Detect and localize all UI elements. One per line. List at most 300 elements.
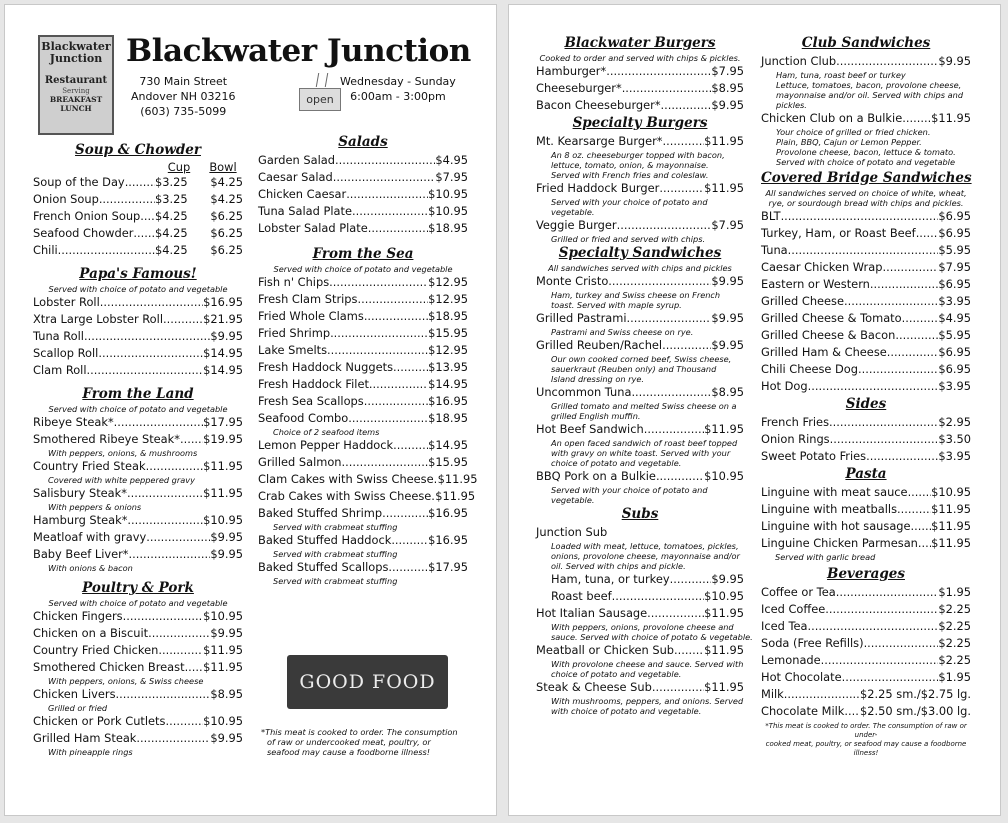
item-price: $6.95 (938, 277, 971, 291)
section-title-specialty-burgers: Specialty Burgers (572, 115, 708, 131)
item-name: Soda (Free Refills) (761, 636, 864, 650)
dot-leader (644, 421, 704, 438)
item-name: Meatball or Chicken Sub (536, 643, 675, 657)
papas-list (33, 294, 243, 379)
item-description: Our own cooked corned beef, Swiss cheese, (551, 354, 732, 364)
item-name: Fresh Haddock Filet (258, 377, 369, 391)
item-name: Lake Smelts (258, 343, 328, 357)
item-name: Mt. Kearsarge Burger* (536, 134, 663, 148)
soup-list (33, 174, 243, 259)
dot-leader (158, 642, 203, 659)
dot-leader (918, 535, 931, 552)
item-name: Hot Dog (761, 379, 808, 393)
item-name: Country Fried Chicken (33, 643, 159, 657)
item-description: Served with crabmeat stuffing (273, 576, 398, 586)
item-name: Chocolate Milk (761, 704, 845, 718)
menu-item (33, 225, 243, 242)
item-price: $9.95 (711, 572, 744, 586)
dot-leader (330, 325, 428, 342)
menu-item (761, 344, 971, 361)
menu-item (761, 242, 971, 259)
section-title-pasta: Pasta (845, 466, 887, 482)
dot-leader (663, 133, 705, 150)
club-list (761, 53, 971, 167)
item-name: Steak & Cheese Sub (536, 680, 652, 694)
dot-leader (99, 191, 155, 208)
menu-item (33, 642, 243, 659)
menu-item (536, 217, 744, 234)
sign-hook (316, 73, 328, 87)
specialty-burgers-list (536, 133, 744, 244)
dot-leader (830, 431, 939, 448)
item-name: Roast beef (551, 589, 612, 603)
menu-item (761, 276, 971, 293)
menu-item (536, 63, 744, 80)
menu-page-left (4, 4, 497, 816)
dot-leader (781, 208, 939, 225)
item-name: Chicken Club on a Bulkie (761, 111, 903, 125)
item-name: Fried Haddock Burger (536, 181, 660, 195)
section-title-land: From the Land (82, 386, 194, 402)
item-name: Lobster Salad Plate (258, 221, 368, 235)
item-name: Chicken or Pork Cutlets (33, 714, 166, 728)
dot-leader (858, 361, 938, 378)
item-price: $11.95 (931, 502, 971, 516)
item-price: $17.95 (428, 560, 468, 574)
papas-note: Served with choice of potato and vegetable (48, 284, 228, 294)
menu-item (258, 471, 478, 488)
menu-item (33, 546, 243, 563)
item-name: Baked Stuffed Shrimp (258, 506, 383, 520)
menu-item (761, 635, 971, 652)
item-name: Turkey, Ham, or Roast Beef (761, 226, 916, 240)
item-price: $14.95 (428, 438, 468, 452)
item-price: $9.95 (711, 338, 744, 352)
item-description: Served with your choice of potato and (551, 197, 708, 207)
item-name: Caesar Chicken Wrap (761, 260, 883, 274)
item-price: $11.95 (203, 660, 243, 674)
menu-item (33, 529, 243, 546)
item-description: Provolone cheese, bacon, lettuce & tomato. (776, 147, 956, 157)
item-price: $18.95 (428, 221, 468, 235)
menu-item (258, 308, 468, 325)
dot-leader (335, 152, 435, 169)
item-name: Salisbury Steak* (33, 486, 127, 500)
dot-leader (656, 468, 704, 485)
menu-item (761, 53, 971, 70)
menu-item (258, 203, 468, 220)
dot-leader (369, 376, 428, 393)
menu-item (33, 458, 243, 475)
item-description: vegetable. (551, 495, 595, 505)
item-description: Served with choice of potato and vegetable (776, 157, 955, 167)
item-name: Country Fried Steak (33, 459, 146, 473)
dot-leader (342, 454, 429, 471)
item-name: Grilled Salmon (258, 455, 342, 469)
menu-item (536, 337, 744, 354)
restaurant-title: Blackwater Junction (126, 33, 471, 69)
menu-item (761, 703, 971, 720)
menu-item (258, 152, 468, 169)
item-description: mayonnaise and/or oil. Served with chips and (776, 90, 964, 100)
menu-item (258, 559, 468, 576)
item-price: $2.25 (938, 636, 971, 650)
item-name: Onion Soup (33, 192, 99, 206)
item-price: $7.95 (711, 64, 744, 78)
right-column (258, 133, 478, 586)
item-price: $2.25 sm./$2.75 lg. (860, 687, 971, 701)
dot-leader (116, 686, 211, 703)
covered-bridge-note: All sandwiches served on choice of white, wheat, (765, 188, 967, 198)
item-name: Lemon Pepper Haddock (258, 438, 394, 452)
item-price: $10.95 (931, 485, 971, 499)
dot-leader (670, 571, 712, 588)
dot-leader (148, 625, 210, 642)
dot-leader (391, 532, 428, 549)
menu-item (761, 584, 971, 601)
menu-item (761, 448, 971, 465)
menu-item (536, 679, 744, 696)
menu-item (761, 327, 971, 344)
right-page-right-column (761, 34, 971, 758)
menu-item: Junction Sub (536, 525, 608, 539)
item-description: With peppers, onions, & mushrooms (48, 448, 198, 458)
item-name: BLT (761, 209, 781, 223)
item-price: $5.95 (938, 243, 971, 257)
item-name: Fresh Haddock Nuggets (258, 360, 394, 374)
dot-leader (368, 220, 428, 237)
section-title-papas: Papa's Famous! (79, 266, 197, 282)
menu-item (258, 488, 476, 505)
item-price: $18.95 (428, 309, 468, 323)
item-description: With peppers, onions, provolone cheese and (551, 622, 734, 632)
menu-item (33, 311, 243, 328)
menu-item (258, 220, 468, 237)
salads-list (258, 152, 468, 237)
dot-leader (661, 97, 712, 114)
item-name: Hot Chocolate (761, 670, 842, 684)
item-name: Sweet Potato Fries (761, 449, 867, 463)
menu-item (536, 384, 744, 401)
menu-item (536, 180, 744, 197)
item-price: $6.95 (938, 226, 971, 240)
item-name: Grilled Ham Steak (33, 731, 137, 745)
item-name: Fried Shrimp (258, 326, 331, 340)
item-description: choice of potato and vegetable. (551, 458, 682, 468)
menu-item (761, 501, 971, 518)
soup-column-headers: Cup Bowl (167, 160, 237, 174)
dot-leader (393, 359, 428, 376)
item-name: Grilled Reuben/Rachel (536, 338, 663, 352)
menu-item (33, 431, 243, 448)
dot-leader (844, 703, 860, 720)
menu-item (33, 686, 243, 703)
dot-leader (133, 225, 155, 242)
dot-leader (136, 730, 210, 747)
dot-leader (140, 208, 155, 225)
item-name: Linguine Chicken Parmesan (761, 536, 918, 550)
dot-leader (882, 259, 938, 276)
item-price: $10.95 (203, 513, 243, 527)
dot-leader (608, 273, 711, 290)
menu-item (33, 362, 243, 379)
dot-leader (784, 686, 860, 703)
item-description: oil. Served with chips and pickle. (551, 561, 686, 571)
item-name: Smothered Ribeye Steak* (33, 432, 180, 446)
item-price: $1.95 (938, 585, 971, 599)
menu-item (761, 414, 971, 431)
bowl-price: $6.25 (210, 226, 243, 240)
dot-leader (348, 410, 428, 427)
menu-item (258, 393, 468, 410)
item-name: Linguine with meatballs (761, 502, 898, 516)
bowl-price: $4.25 (210, 175, 243, 189)
item-name: Iced Tea (761, 619, 808, 633)
item-price: $4.95 (938, 311, 971, 325)
item-name: Baked Stuffed Scallops (258, 560, 389, 574)
item-name: Smothered Chicken Breast (33, 660, 185, 674)
item-name: Grilled Ham & Cheese (761, 345, 887, 359)
menu-item (258, 437, 468, 454)
menu-item (33, 174, 243, 191)
menu-item (33, 345, 243, 362)
item-price: $9.95 (210, 731, 243, 745)
item-price: $12.95 (428, 292, 468, 306)
menu-item (258, 359, 468, 376)
item-name: Baked Stuffed Haddock (258, 533, 392, 547)
dot-leader (844, 293, 938, 310)
menu-item (536, 642, 744, 659)
item-price: $10.95 (203, 609, 243, 623)
dot-leader (100, 294, 203, 311)
dot-leader (180, 431, 203, 448)
item-name: Soup of the Day (33, 175, 125, 189)
dot-leader (129, 546, 211, 563)
item-description: An open faced sandwich of roast beef topped (551, 438, 738, 448)
item-price: $11.95 (704, 606, 744, 620)
dot-leader (808, 378, 939, 395)
item-price: $16.95 (428, 394, 468, 408)
dot-leader (125, 174, 155, 191)
item-name: Bacon Cheeseburger* (536, 98, 661, 112)
dot-leader (870, 276, 938, 293)
item-price: $15.95 (428, 455, 468, 469)
item-price: $11.95 (203, 643, 243, 657)
hours-block: Wednesday - Sunday 6:00am - 3:00pm (340, 75, 456, 103)
dot-leader (617, 217, 712, 234)
item-name: Hamburg Steak* (33, 513, 128, 527)
dot-leader (788, 242, 939, 259)
item-description: with choice of potato and vegetable. (551, 706, 702, 716)
item-name: Clam Cakes with Swiss Cheese (258, 472, 434, 486)
item-price: $9.95 (210, 547, 243, 561)
item-price: $13.95 (428, 360, 468, 374)
menu-item (761, 518, 971, 535)
item-price: $11.95 (931, 519, 971, 533)
dot-leader (647, 605, 704, 622)
item-description: Served with your choice of potato and (551, 485, 708, 495)
item-name: Grilled Cheese & Bacon (761, 328, 896, 342)
menu-item (761, 310, 971, 327)
menu-item (536, 273, 744, 290)
menu-item (258, 291, 468, 308)
item-name: Xtra Large Lobster Roll (33, 312, 163, 326)
item-price: $9.95 (938, 54, 971, 68)
covered-bridge-note-2: rye, or sourdough bread with chips and pickles. (768, 198, 964, 208)
dot-leader (866, 448, 938, 465)
menu-item (33, 659, 243, 676)
pasta-note: Served with garlic bread (775, 552, 876, 562)
dot-leader (114, 414, 203, 431)
item-name: Tuna (761, 243, 788, 257)
item-price: $7.95 (711, 218, 744, 232)
item-name: Lobster Roll (33, 295, 100, 309)
dot-leader (627, 310, 712, 327)
item-price: $10.95 (428, 204, 468, 218)
item-name: Chili (33, 243, 58, 257)
menu-item (536, 468, 744, 485)
dot-leader (606, 63, 711, 80)
item-name: Chili Cheese Dog (761, 362, 859, 376)
item-price: $10.95 (203, 714, 243, 728)
item-description: choice of potato and vegetable. (551, 669, 682, 679)
item-price: $11.95 (203, 486, 243, 500)
item-name: Grilled Cheese & Tomato (761, 311, 902, 325)
item-description: sauce. Served with choice of potato & vegetable. (551, 632, 753, 642)
dot-leader (612, 588, 705, 605)
item-description: With peppers, onions, & Swiss cheese (48, 676, 204, 686)
item-price: $11.95 (704, 134, 744, 148)
item-price: $17.95 (203, 415, 243, 429)
menu-item (761, 259, 971, 276)
item-price: $12.95 (428, 343, 468, 357)
item-name: Coffee or Tea (761, 585, 836, 599)
item-name: Hamburger* (536, 64, 607, 78)
menu-item (258, 532, 468, 549)
item-price: $9.95 (711, 274, 744, 288)
item-price: $11.95 (931, 111, 971, 125)
item-name: Clam Roll (33, 363, 87, 377)
bowl-price: $6.25 (210, 209, 243, 223)
menu-item (258, 169, 468, 186)
item-price: $6.95 (938, 345, 971, 359)
land-note: Served with choice of potato and vegetable (48, 404, 228, 414)
menu-item (33, 608, 243, 625)
menu-item (761, 484, 971, 501)
item-description: Served with French fries and coleslaw. (551, 170, 709, 180)
section-title-club: Club Sandwiches (801, 35, 931, 51)
item-description: Lettuce, tomatoes, bacon, provolone cheese, (776, 80, 962, 90)
item-name: Ham, tuna, or turkey (551, 572, 670, 586)
dot-leader (388, 559, 428, 576)
menu-item (33, 208, 243, 225)
dot-leader (895, 327, 938, 344)
dot-leader (165, 713, 203, 730)
item-description: With onions & bacon (48, 563, 133, 573)
disclaimer-left: *This meat is cooked to order. The consumption of raw or undercooked meat, poultry, or seafood may cause a foodborne illness! (261, 727, 458, 757)
menu-item (258, 505, 468, 522)
dot-leader (98, 345, 203, 362)
sea-note: Served with choice of potato and vegetable (273, 264, 453, 274)
item-price: $11.95 (437, 472, 478, 486)
item-description: An 8 oz. cheeseburger topped with bacon, (551, 150, 725, 160)
item-description: lettuce, tomato, onion, & mayonnaise. (551, 160, 709, 170)
land-list (33, 414, 243, 573)
item-price: $11.95 (704, 680, 744, 694)
item-name: Chicken Caesar (258, 187, 347, 201)
item-description: toast. Served with maple syrup. (551, 300, 682, 310)
section-title-salads: Salads (338, 134, 388, 150)
item-description: grilled English muffin. (551, 411, 641, 421)
menu-item (536, 80, 744, 97)
left-column (33, 141, 243, 757)
beverages-list (761, 584, 971, 720)
item-description: Loaded with meat, lettuce, tomatoes, pickles, (551, 541, 739, 551)
dot-leader (346, 186, 428, 203)
item-description: Plain, BBQ, Cajun or Lemon Pepper. (776, 137, 922, 147)
junction-sub-desc (536, 541, 744, 571)
item-name: Chicken Livers (33, 687, 116, 701)
section-title-beverages: Beverages (827, 566, 905, 582)
poultry-list (33, 608, 243, 757)
dot-leader (185, 659, 204, 676)
item-description: Pastrami and Swiss cheese on rye. (551, 327, 694, 337)
menu-item (33, 242, 243, 259)
item-name: Meatloaf with gravy (33, 530, 147, 544)
dot-leader (902, 110, 931, 127)
menu-item (258, 376, 468, 393)
menu-item (536, 421, 744, 438)
item-name: Grilled Pastrami (536, 311, 627, 325)
dot-leader (652, 679, 704, 696)
item-description: Grilled tomato and melted Swiss cheese on a (551, 401, 737, 411)
dot-leader (662, 337, 711, 354)
menu-item (33, 328, 243, 345)
item-price: $2.25 (938, 619, 971, 633)
dot-leader (329, 274, 428, 291)
poultry-note: Served with choice of potato and vegetable (48, 598, 228, 608)
dot-leader (364, 393, 428, 410)
item-description: With mushrooms, peppers, and onions. Served (551, 696, 744, 706)
cup-price: $4.25 (155, 226, 188, 240)
menu-item (761, 618, 971, 635)
item-price: $11.95 (435, 489, 476, 503)
covered-bridge-list (761, 208, 971, 395)
dot-leader (908, 484, 932, 501)
dot-leader (887, 344, 939, 361)
item-price: $11.95 (203, 459, 243, 473)
item-name: Scallop Roll (33, 346, 99, 360)
dot-leader (836, 53, 938, 70)
item-description: onions, provolone cheese, mayonnaise and/or (551, 551, 740, 561)
item-description: With pineapple rings (48, 747, 133, 757)
item-name: Milk (761, 687, 784, 701)
dot-leader (821, 652, 939, 669)
section-title-sea: From the Sea (312, 246, 414, 262)
item-name: Lemonade (761, 653, 821, 667)
item-name: Tuna Salad Plate (258, 204, 352, 218)
item-price: $9.95 (210, 530, 243, 544)
menu-item (536, 571, 744, 588)
item-name: Ribeye Steak* (33, 415, 114, 429)
item-price: $11.95 (931, 536, 971, 550)
dot-leader (163, 311, 203, 328)
item-price: $16.95 (203, 295, 243, 309)
item-description: Served with crabmeat stuffing (273, 522, 398, 532)
dot-leader (902, 310, 939, 327)
item-name: Linguine with meat sauce (761, 485, 908, 499)
dot-leader (897, 501, 931, 518)
